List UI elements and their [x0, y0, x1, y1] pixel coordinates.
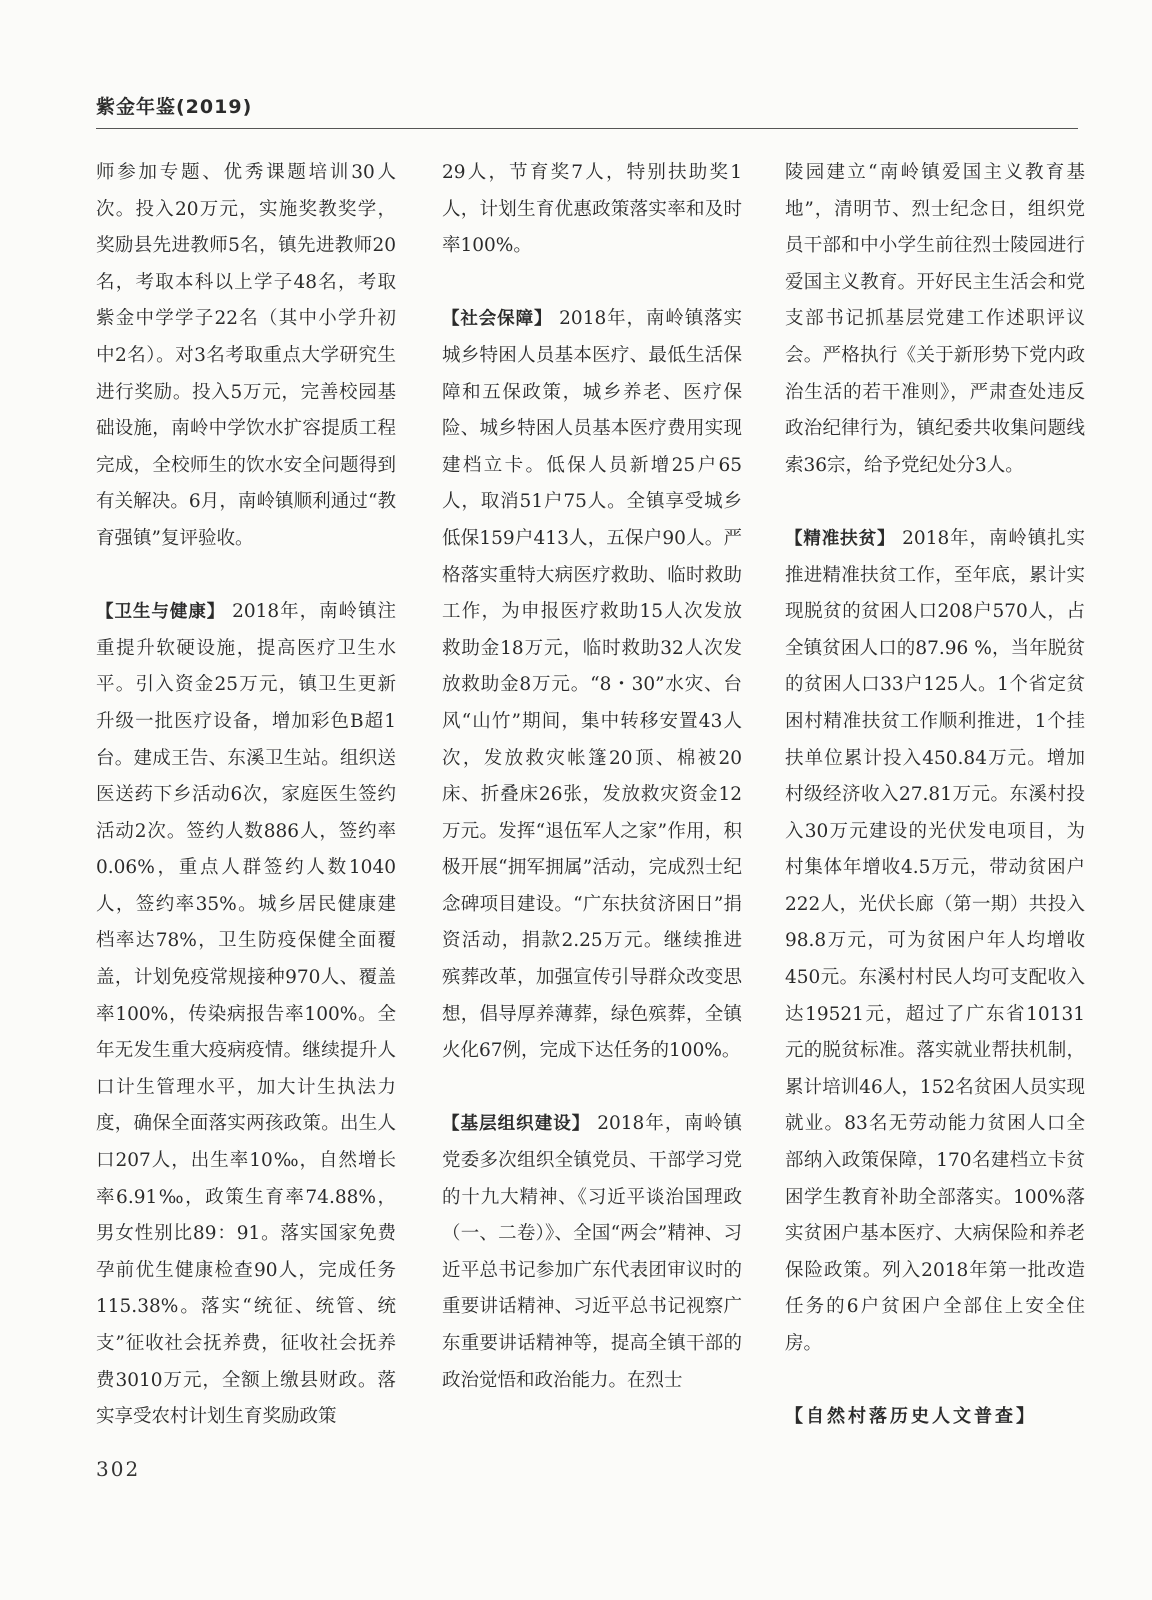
paragraph-poverty-alleviation: 2018年，南岭镇扎实推进精准扶贫工作，至年底，累计实现脱贫的贫困人口208户570人，占全镇贫困人口的87.96 %，当年脱贫的贫困人口33户125人。1个省定贫困村精准扶贫工作顺利推进，1个挂扶单位累计投入450.84万元。增加村级经济收入27.81万元。东溪村投入30万元建设的光伏发电项目，为村集体年增收4.5万元，带动贫困户222人，光伏长廊（第一期）共投入98.8万元，可为贫困户年人均增收450元。东溪村村民人均可支配收入达19521元，超过了广东省10131元的脱贫标准。落实就业帮扶机制，累计培训46人，152名贫困人员实现就业。83名无劳动能力贫困人口全部纳入政策保障，170名建档立卡贫困学生教育补助全部落实。100%落实贫困户基本医疗、大病保险和养老保险政策。列入2018年第一批改造任务的6户贫困户全部住上安全住房。 [785, 527, 1085, 1354]
section-heading-village-survey: 【自然村落历史人文普查】 [785, 1406, 1037, 1428]
paragraph-social-security: 2018年，南岭镇落实城乡特困人员基本医疗、最低生活保障和五保政策，城乡养老、医疗保险、城乡特困人员基本医疗费用实现建档立卡。低保人员新增25户65人，取消51户75人。全镇享受城乡低保159户413人，五保户90人。严格落实重特大病医疗救助、临时救助工作，为申报医疗救助15人次发放救助金18万元，临时救助32人次发放救助金8万元。“8・30”水灾、台风“山竹”期间，集中转移安置43人次，发放救灾帐篷20顶、棉被20床、折叠床26张，发放救灾资金12万元。发挥“退伍军人之家”作用，积极开展“拥军拥属”活动，完成烈士纪念碑项目建设。“广东扶贫济困日”捐资活动，捐款2.25万元。继续推进殡葬改革，加强宣传引导群众改变思想，倡导厚养薄葬，绿色殡葬，全镇火化67例，完成下达任务的100%。 [442, 308, 742, 1062]
section-heading-poverty-alleviation: 【精准扶贫】 [785, 528, 896, 549]
section-health [96, 594, 396, 1436]
section-heading-social-security: 【社会保障】 [442, 309, 553, 330]
paragraph-patriotic-education: 陵园建立“南岭镇爱国主义教育基地”，清明节、烈士纪念日，组织党员干部和中小学生前往烈士陵园进行爱国主义教育。开好民主生活会和党支部书记抓基层党建工作述职评议会。严格执行《关于新形势下党内政治生活的若干准则》，严肃查处违反政治纪律行为，镇纪委共收集问题线索36宗，给予党纪处分3人。 [785, 162, 1085, 476]
header-rule [96, 128, 1078, 129]
text-column-3 [785, 155, 1085, 1436]
text-column-1 [96, 155, 396, 1436]
running-title: 紫金年鉴(2019) [96, 96, 253, 118]
paragraph-family-planning-cont: 29人，节育奖7人，特别扶助奖1人，计划生育优惠政策落实率和及时率100%。 [442, 162, 742, 257]
section-poverty-alleviation [785, 521, 1085, 1363]
paragraph-grassroots-organization: 2018年，南岭镇党委多次组织全镇党员、干部学习党的十九大精神、《习近平谈治国理政（一、二卷）》、全国“两会”精神、习近平总书记参加广东代表团审议时的重要讲话精神、习近平总书记视察广东重要讲话精神等，提高全镇干部的政治觉悟和政治能力。在烈士 [442, 1113, 743, 1391]
paragraph-health: 2018年，南岭镇注重提升软硬设施，提高医疗卫生水平。引入资金25万元，镇卫生更新升级一批医疗设备，增加彩色B超1台。建成王告、东溪卫生站。组织送医送药下乡活动6次，家庭医生签约活动2次。签约人数886人，签约率0.06%，重点人群签约人数1040人，签约率35%。城乡居民健康建档率达78%，卫生防疫保健全面覆盖，计划免疫常规接种970人、覆盖率100%，传染病报告率100%。全年无发生重大疫病疫情。继续提升人口计生管理水平，加大计生执法力度，确保全面落实两孩政策。出生人口207人，出生率10‰，自然增长率6.91‰，政策生育率74.88%，男女性别比89：91。落实国家免费孕前优生健康检查90人，完成任务115.38%。落实“统征、统管、统支”征收社会抚养费，征收社会抚养费3010万元，全额上缴县财政。落实享受农村计划生育奖励政策 [96, 601, 396, 1428]
page-number: 302 [96, 1457, 141, 1481]
paragraph-education: 师参加专题、优秀课题培训30人次。投入20万元，实施奖教奖学，奖励县先进教师5名，镇先进教师20名，考取本科以上学子48名，考取紫金中学学子22名（其中小学升初中2名）。对3名考取重点大学研究生进行奖励。投入5万元，完善校园基础设施，南岭中学饮水扩容提质工程完成，全校师生的饮水安全问题得到有关解决。6月，南岭镇顺利通过“教育强镇”复评验收。 [96, 162, 396, 549]
section-heading-grassroots-organization: 【基层组织建设】 [442, 1114, 591, 1135]
section-heading-health: 【卫生与健康】 [96, 602, 226, 623]
text-column-2 [442, 155, 742, 1399]
section-social-security [442, 301, 742, 1069]
section-grassroots-organization [442, 1106, 742, 1399]
